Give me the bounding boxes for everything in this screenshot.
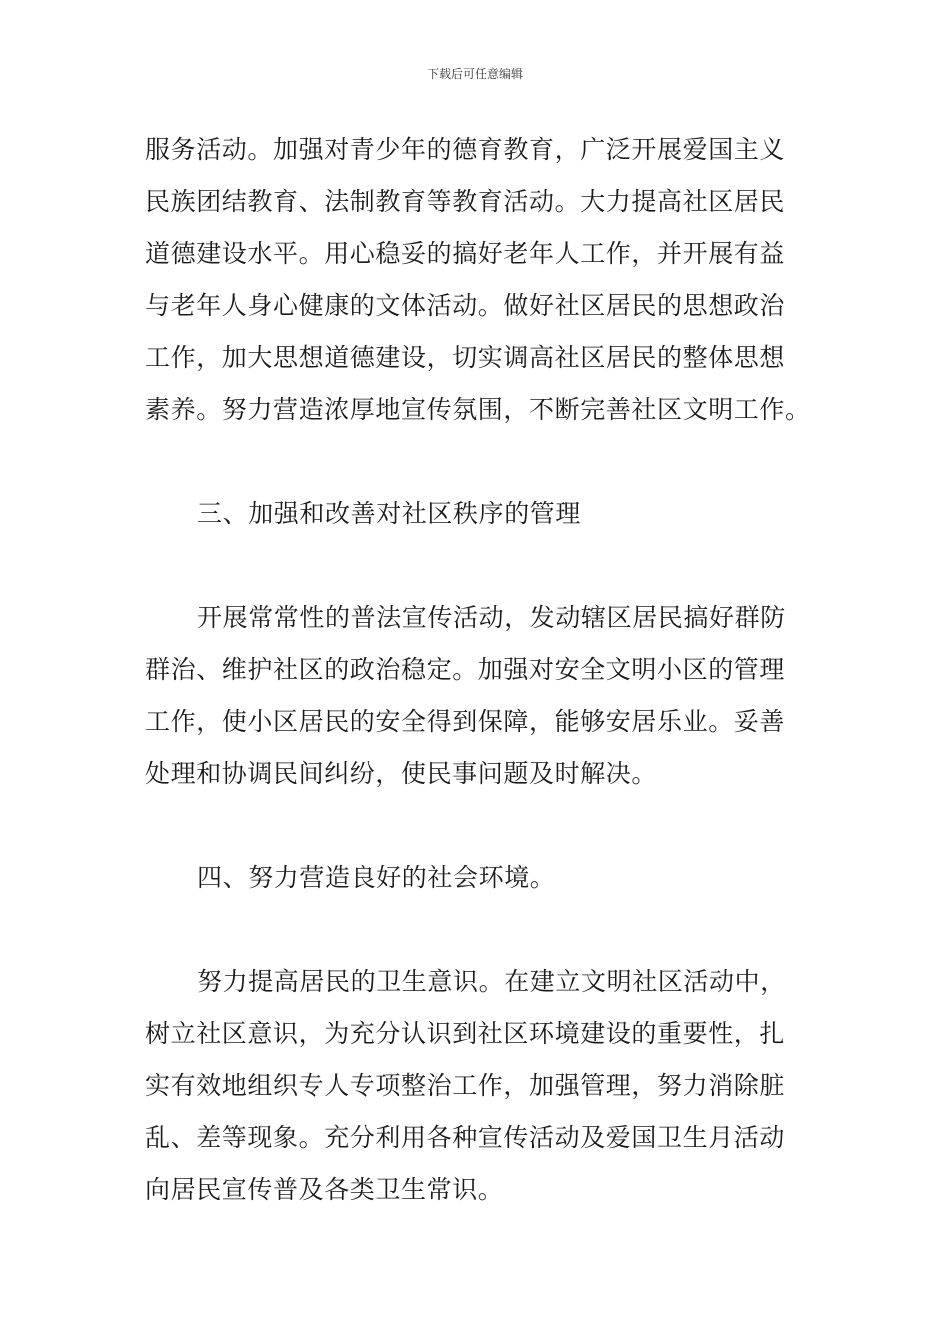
paragraph-gap — [145, 540, 809, 592]
paragraph-gap — [145, 800, 809, 852]
text-line: 开展常常性的普法宣传活动，发动辖区居民搞好群防 — [197, 603, 786, 632]
text-line: 努力提高居民的卫生意识。在建立文明社区活动中， — [197, 967, 786, 996]
text-line: 道德建设水平。用心稳妥的搞好老年人工作，并开展有益 — [145, 239, 786, 268]
document-body — [145, 124, 809, 1216]
section-heading-3 — [145, 488, 809, 540]
page-header-note: 下载后可任意编辑 — [426, 67, 523, 81]
paragraph-gap — [145, 904, 809, 956]
text-line: 服务活动。加强对青少年的德育教育，广泛开展爱国主义 — [145, 135, 786, 164]
text-line: 素养。努力营造浓厚地宣传氛围，不断完善社区文明工作。 — [145, 395, 811, 424]
paragraph-gap — [145, 436, 809, 488]
paragraph-civic-education — [145, 124, 809, 436]
text-line: 实有效地组织专人专项整治工作，加强管理，努力消除脏 — [145, 1071, 786, 1100]
paragraph-order-management — [145, 592, 809, 800]
text-line: 树立社区意识，为充分认识到社区环境建设的重要性，扎 — [145, 1019, 786, 1048]
text-line: 民族团结教育、法制教育等教育活动。大力提高社区居民 — [145, 187, 786, 216]
section-heading-4 — [145, 852, 809, 904]
text-line: 乱、差等现象。充分利用各种宣传活动及爱国卫生月活动 — [145, 1123, 786, 1152]
text-line: 向居民宣传普及各类卫生常识。 — [145, 1175, 504, 1204]
paragraph-hygiene-awareness — [145, 956, 809, 1216]
heading-text: 四、努力营造良好的社会环境。 — [197, 863, 556, 892]
heading-text: 三、加强和改善对社区秩序的管理 — [197, 499, 582, 528]
text-line: 工作，加大思想道德建设，切实调高社区居民的整体思想 — [145, 343, 786, 372]
text-line: 与老年人身心健康的文体活动。做好社区居民的思想政治 — [145, 291, 786, 320]
text-line: 处理和协调民间纠纷，使民事问题及时解决。 — [145, 759, 658, 788]
text-line: 群治、维护社区的政治稳定。加强对安全文明小区的管理 — [145, 655, 786, 684]
text-line: 工作，使小区居民的安全得到保障，能够安居乐业。妥善 — [145, 707, 786, 736]
